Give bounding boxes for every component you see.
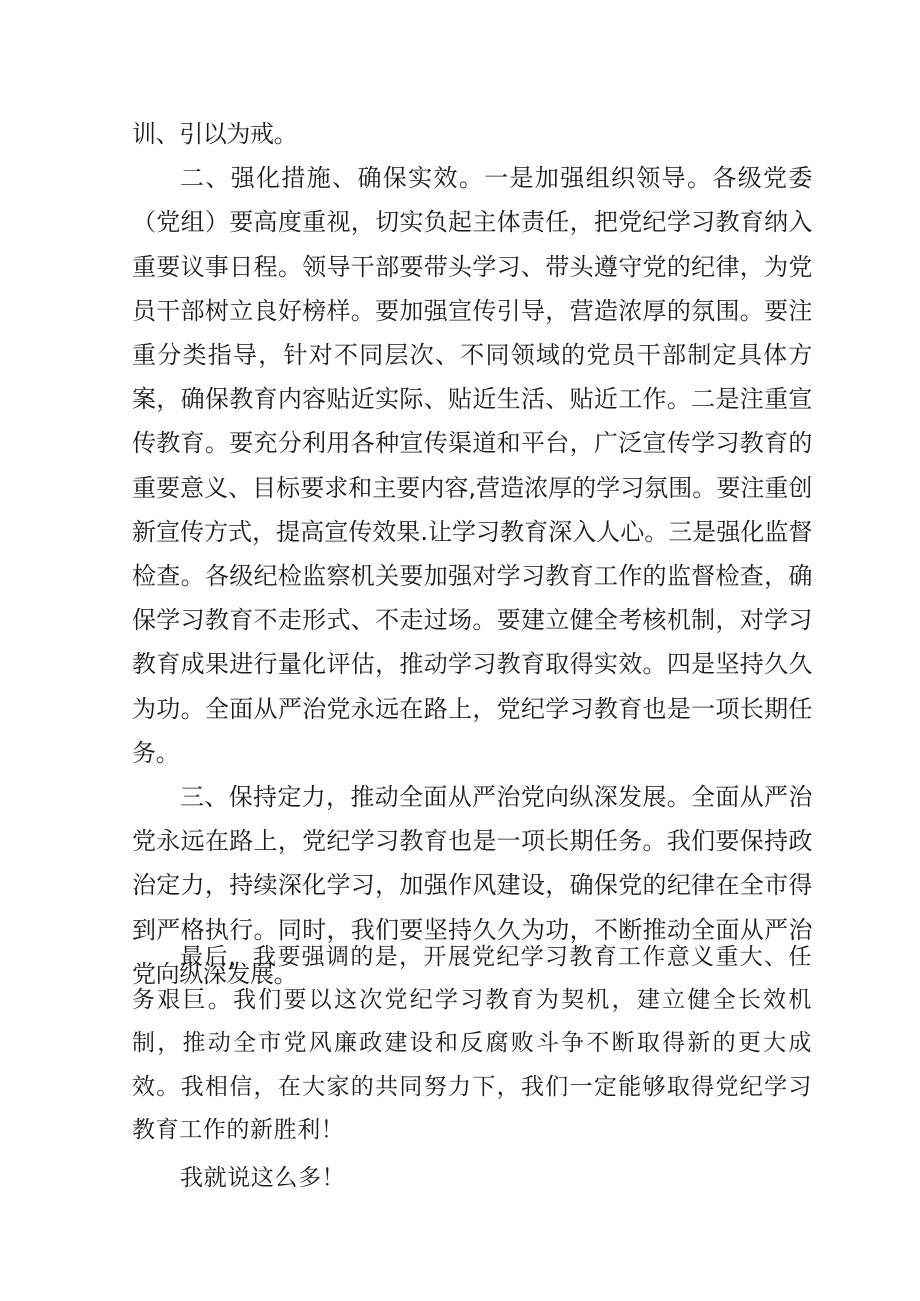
- paragraph-section-three: 三、保持定力，推动全面从严治党向纵深发展。全面从严治党永远在路上，党纪学习教育也是一项长期任务。我们要保持政治定力，持续深化学习，加强作风建设，确保党的纪律在全市得到严格执行。同时，我们要坚持久久为功，不断推动全面从严治党向纵深发展。: [132, 783, 812, 988]
- body-section-serif: [132, 936, 812, 1200]
- paragraph-continuation: 训、引以为戒。: [132, 120, 298, 148]
- paragraph-closing: 我就说这么多！: [180, 1165, 346, 1192]
- body-section-sans: [132, 112, 812, 996]
- paragraph-conclusion: 最后，我要强调的是，开展党纪学习教育工作意义重大、任务艰巨。我们要以这次党纪学习教育为契机，建立健全长效机制，推动全市党风廉政建设和反腐败斗争不断取得新的更大成效。我相信，在大家的共同努力下，我们一定能够取得党纪学习教育工作的新胜利！: [132, 944, 812, 1143]
- paragraph-section-two: 二、强化措施、确保实效。一是加强组织领导。各级党委（党组）要高度重视，切实负起主体责任，把党纪学习教育纳入重要议事日程。领导干部要带头学习、带头遵守党的纪律，为党员干部树立良好榜样。要加强宣传引导，营造浓厚的氛围。要注重分类指导，针对不同层次、不同领域的党员干部制定具体方案，确保教育内容贴近实际、贴近生活、贴近工作。二是注重宣传教育。要充分利用各种宣传渠道和平台，广泛宣传学习教育的重要意义、目标要求和主要内容,营造浓厚的学习氛围。要注重创新宣传方式，提高宣传效果.让学习教育深入人心。三是强化监督检查。各级纪检监察机关要加强对学习教育工作的监督检查，确保学习教育不走形式、不走过场。要建立健全考核机制，对学习教育成果进行量化评估，推动学习教育取得实效。四是坚持久久为功。全面从严治党永远在路上，党纪学习教育也是一项长期任务。: [132, 164, 812, 767]
